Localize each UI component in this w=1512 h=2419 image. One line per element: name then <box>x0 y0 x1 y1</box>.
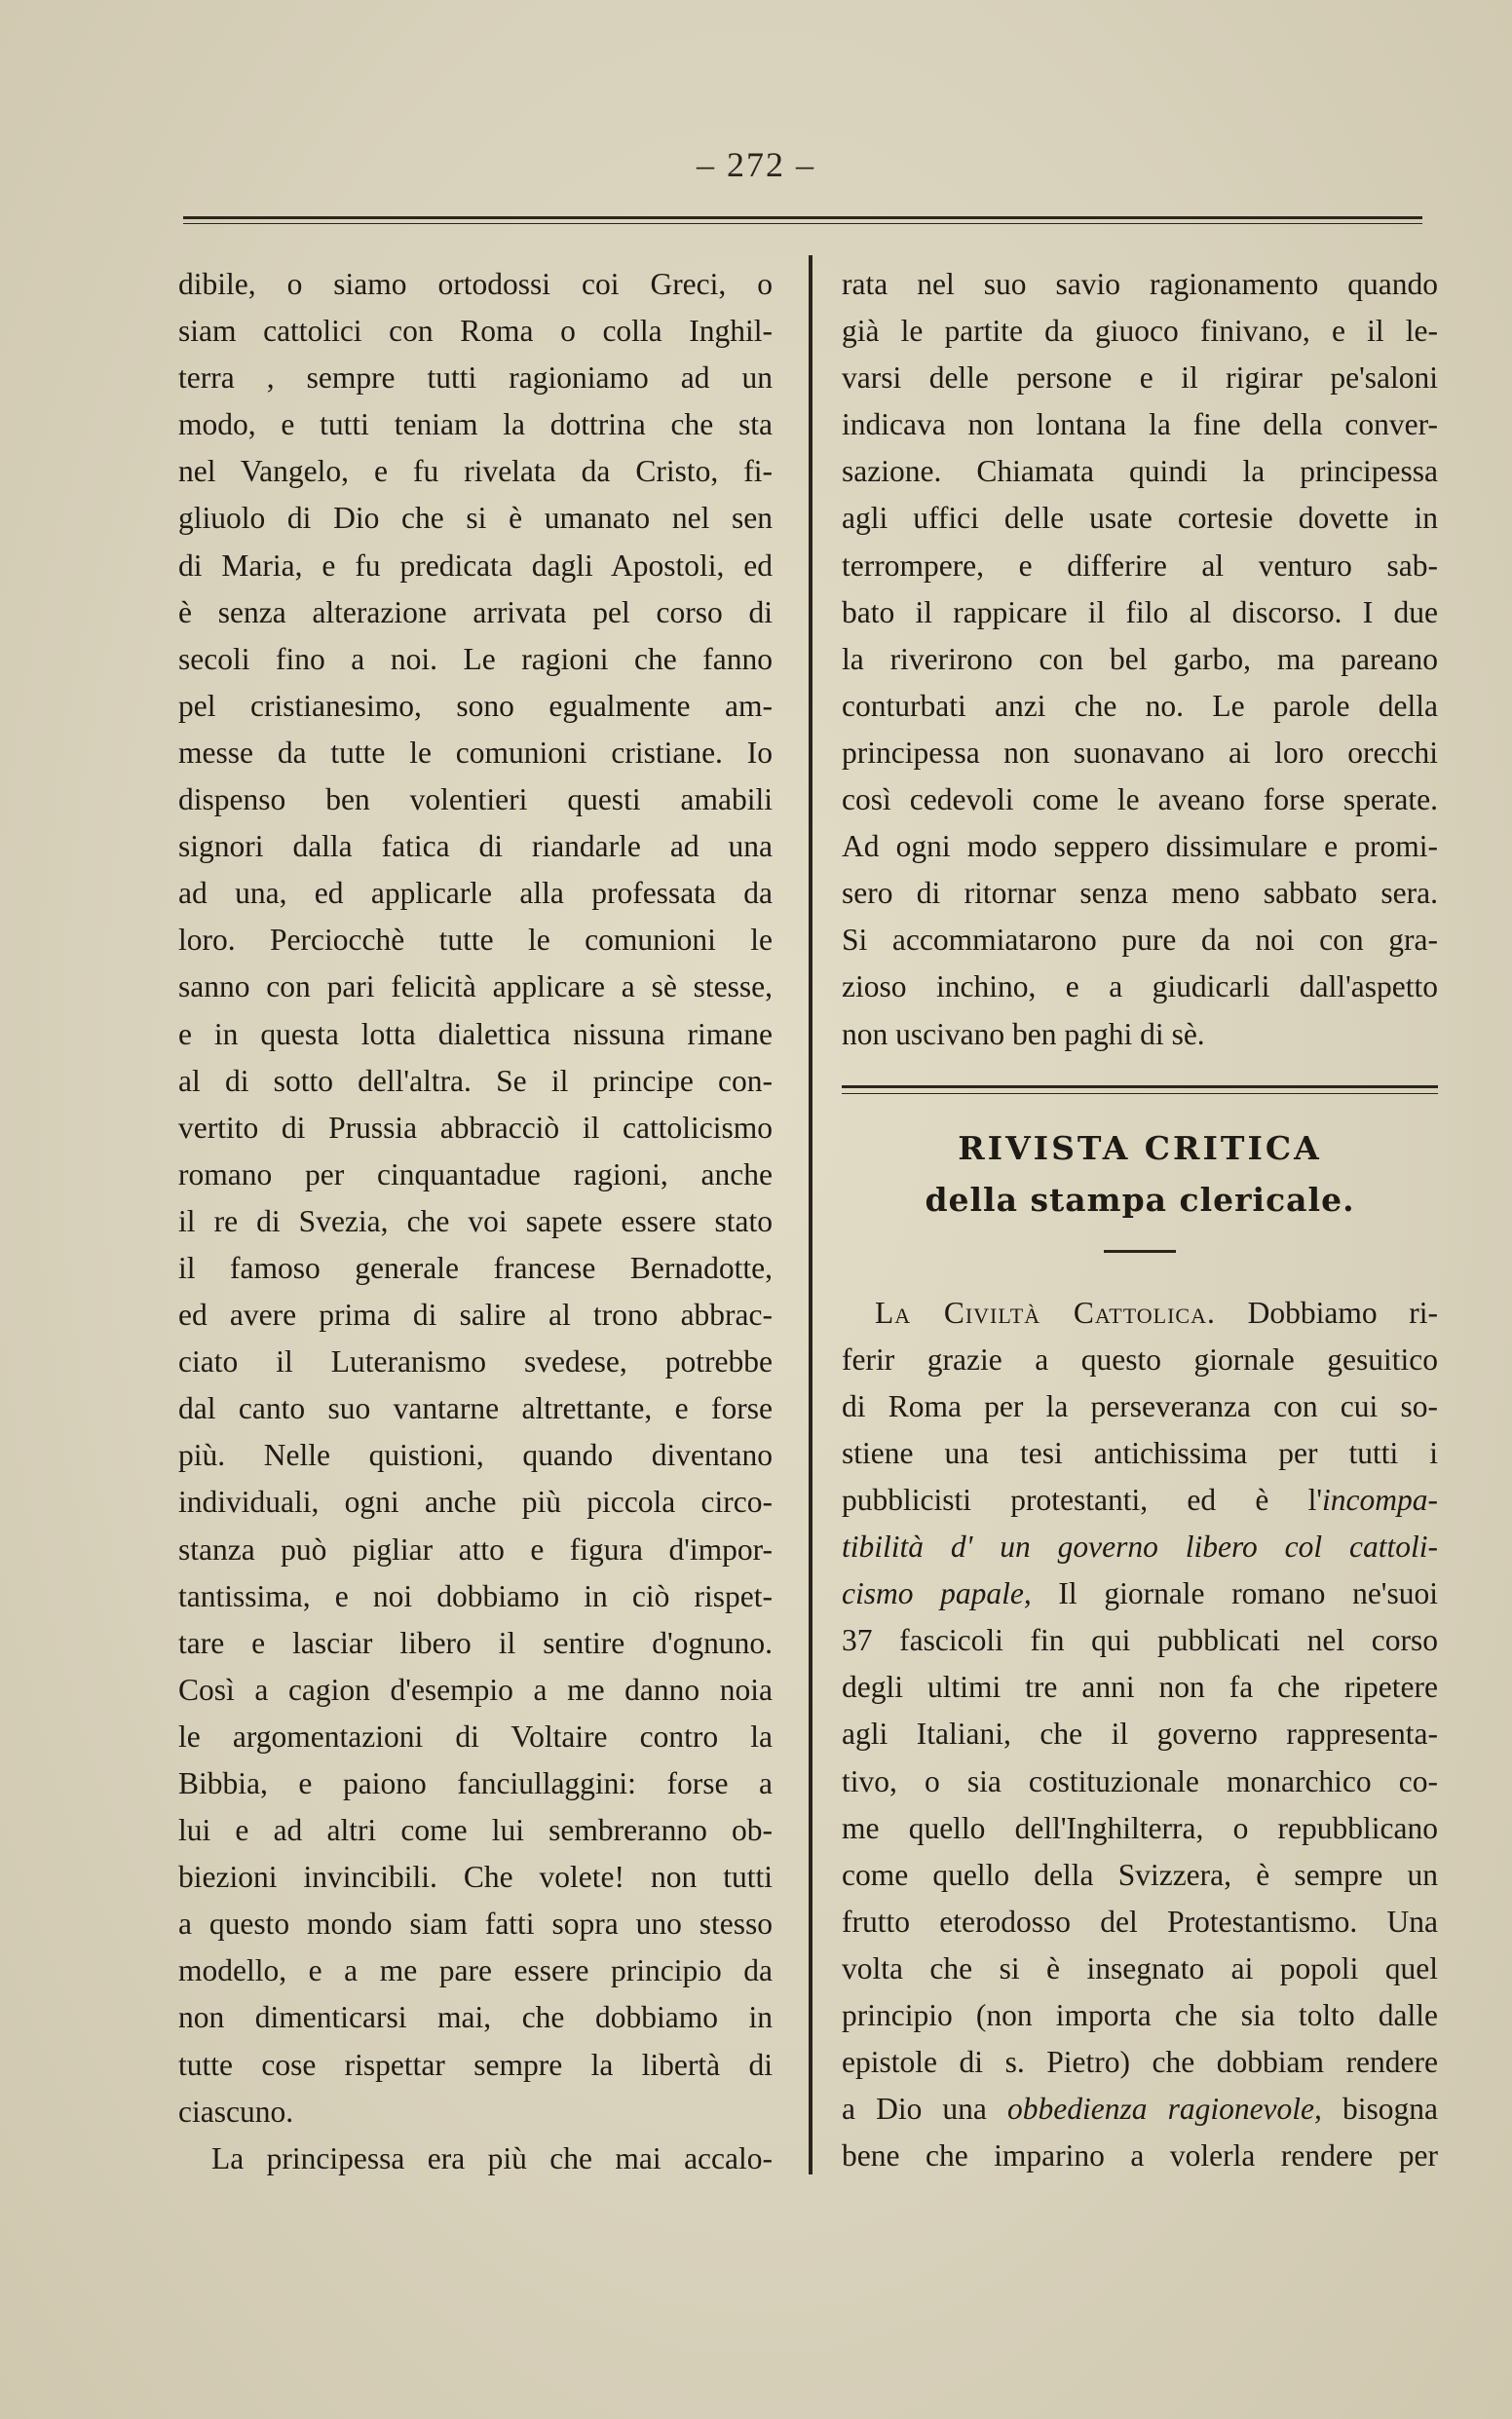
section-title: RIVISTA CRITICA <box>958 1128 1322 1167</box>
line-text: bisogna <box>1321 2092 1438 2127</box>
italic-text: cismo papale, <box>842 1576 1032 1611</box>
text-line: tare e lasciar libero il sentire d'ognuno. <box>178 1625 773 1660</box>
text-line: messe da tutte le comunioni cristiane. Io <box>178 735 773 770</box>
text-line: siam cattolici con Roma o colla Inghil- <box>178 314 773 349</box>
text-line <box>842 1383 1438 1430</box>
text-line <box>842 1899 1438 1946</box>
short-rule <box>1104 1250 1176 1253</box>
section-first-line-text: Dobbiamo ri- <box>1247 1295 1438 1330</box>
text-line: Così a cagion d'esempio a me danno noia <box>178 1672 773 1707</box>
right-column-text <box>842 261 1438 1058</box>
text-line: stanza può pigliar atto e figura d'impor- <box>178 1531 773 1567</box>
text-line: vertito di Prussia abbracciò il cattolicismo <box>178 1110 773 1145</box>
text-line: la riverirono con bel garbo, ma pareano <box>842 641 1438 676</box>
line-text: 37 fascicoli fin qui pubblicati nel corso <box>842 1623 1438 1658</box>
section-rule <box>842 1085 1438 1094</box>
text-line: e in questa lotta dialettica nissuna rimane <box>178 1016 773 1051</box>
text-line: il famoso generale francese Bernadotte, <box>178 1250 773 1285</box>
section-lead: La Civiltà Cattolica. <box>875 1295 1216 1330</box>
line-text: degli ultimi tre anni non fa che ripetere <box>842 1670 1438 1705</box>
line-text: volta che si è insegnato ai popoli quel <box>842 1950 1438 1985</box>
text-line <box>842 1337 1438 1383</box>
section-body <box>842 1290 1438 2180</box>
text-line <box>842 1664 1438 1711</box>
text-line: gliuolo di Dio che si è umanato nel sen <box>178 501 773 536</box>
line-text: stiene una tesi antichissima per tutti i <box>842 1435 1438 1470</box>
text-line: rata nel suo savio ragionamento quando <box>842 267 1438 301</box>
line-text: epistole di s. Pietro) che dobbiam rendere <box>842 2045 1438 2080</box>
text-line: principessa non suonavano ai loro orecchi <box>842 735 1438 770</box>
text-line: bato il rappicare il filo al discorso. I due <box>842 594 1438 629</box>
text-line: è senza alterazione arrivata pel corso di <box>178 594 773 629</box>
text-line: ed avere prima di salire al trono abbrac- <box>178 1298 773 1333</box>
text-line: nel Vangelo, e fu rivelata da Cristo, fi- <box>178 454 773 489</box>
text-line <box>842 1524 1438 1570</box>
text-line: secoli fino a noi. Le ragioni che fanno <box>178 641 773 676</box>
text-line: conturbati anzi che no. Le parole della <box>842 688 1438 723</box>
line-text: a Dio una <box>842 2092 1007 2127</box>
page-number: – 272 – <box>697 145 815 184</box>
text-line: terrompere, e differire al venturo sab- <box>842 548 1438 583</box>
line-text: agli Italiani, che il governo rappresenta- <box>842 1717 1438 1752</box>
text-line: sanno con pari felicità applicare a sè stesse, <box>178 969 773 1004</box>
text-line <box>842 1711 1438 1758</box>
text-line: ciato il Luteranismo svedese, potrebbe <box>178 1344 773 1380</box>
line-text: Il giornale romano ne'suoi <box>1031 1576 1438 1611</box>
text-line <box>842 1617 1438 1664</box>
text-line: sazione. Chiamata quindi la principessa <box>842 454 1438 489</box>
text-line <box>842 1805 1438 1852</box>
text-line: terra , sempre tutti ragioniamo ad un <box>178 360 773 396</box>
text-line <box>842 1570 1438 1617</box>
text-line: romano per cinquantadue ragioni, anche <box>178 1156 773 1191</box>
text-line: lui e ad altri come lui sembreranno ob- <box>178 1813 773 1848</box>
line-text: me quello dell'Inghilterra, o repubblicano <box>842 1810 1438 1845</box>
text-line: tantissima, e noi dobbiamo in ciò rispet- <box>178 1578 773 1613</box>
text-line: varsi delle persone e il rigirar pe'saloni <box>842 360 1438 396</box>
text-line: individuali, ogni anche più piccola circo- <box>178 1485 773 1520</box>
text-line: sero di ritornar senza meno sabbato sera. <box>842 876 1438 911</box>
text-line: zioso inchino, e a giudicarli dall'aspetto <box>842 969 1438 1004</box>
text-line: al di sotto dell'altra. Se il principe con- <box>178 1063 773 1098</box>
text-line <box>842 1946 1438 1992</box>
text-line: modo, e tutti teniam la dottrina che sta <box>178 407 773 442</box>
text-line: più. Nelle quistioni, quando diventano <box>178 1438 773 1473</box>
text-line <box>842 1430 1438 1477</box>
italic-text: incompa- <box>1322 1482 1438 1517</box>
text-line: signori dalla fatica di riandarle ad una <box>178 829 773 864</box>
italic-text: tibilità d' un governo libero col cattoli- <box>842 1530 1438 1565</box>
line-text: ferir grazie a questo giornale gesuitico <box>842 1342 1438 1377</box>
text-line: loro. Perciocchè tutte le comunioni le <box>178 923 773 958</box>
text-line: pel cristianesimo, sono egualmente am- <box>178 688 773 723</box>
text-line: dibile, o siamo ortodossi coi Greci, o <box>178 267 773 301</box>
text-line: ciascuno. <box>178 2094 294 2129</box>
text-line: La principessa era più che mai accalo- <box>211 2140 773 2175</box>
header-rule <box>183 216 1422 224</box>
line-text: di Roma per la perseveranza con cui so- <box>842 1388 1438 1423</box>
text-line: tutte cose rispettar sempre la libertà di <box>178 2047 773 2082</box>
line-text: bene che imparino a volerla rendere per <box>842 2138 1438 2173</box>
text-line: non dimenticarsi mai, che dobbiamo in <box>178 2000 773 2035</box>
text-line: le argomentazioni di Voltaire contro la <box>178 1719 773 1754</box>
text-line <box>842 2086 1438 2133</box>
text-line <box>842 2133 1438 2179</box>
column-divider <box>809 255 813 2174</box>
text-line <box>842 2039 1438 2086</box>
section-subtitle: della stampa clericale. <box>925 1180 1355 1219</box>
text-line: dispenso ben volentieri questi amabili <box>178 782 773 817</box>
text-line: non uscivano ben paghi di sè. <box>842 1016 1205 1051</box>
text-line: già le partite da giuoco finivano, e il le- <box>842 314 1438 349</box>
line-text: tivo, o sia costituzionale monarchico co- <box>842 1763 1438 1798</box>
text-line: così cedevoli come le aveano forse sperate. <box>842 782 1438 817</box>
left-column <box>178 261 773 2182</box>
text-line: Ad ogni modo seppero dissimulare e promi- <box>842 829 1438 864</box>
text-line: dal canto suo vantarne altrettante, e forse <box>178 1391 773 1426</box>
text-line: il re di Svezia, che voi sapete essere stato <box>178 1203 773 1238</box>
line-text: pubblicisti protestanti, ed è l' <box>842 1482 1323 1517</box>
right-column <box>842 261 1438 2179</box>
line-text: frutto eterodosso del Protestantismo. Una <box>842 1904 1438 1939</box>
text-line: agli uffici delle usate cortesie dovette in <box>842 501 1438 536</box>
text-line <box>842 1758 1438 1805</box>
text-line <box>842 1477 1438 1524</box>
text-line: indicava non lontana la fine della conver- <box>842 407 1438 442</box>
text-line: Si accommiatarono pure da noi con gra- <box>842 923 1438 958</box>
text-line <box>842 1852 1438 1899</box>
text-line: biezioni invincibili. Che volete! non tutti <box>178 1860 773 1895</box>
line-text: come quello della Svizzera, è sempre un <box>842 1857 1438 1892</box>
italic-text: obbedienza ragionevole, <box>1007 2092 1322 2127</box>
text-line: modello, e a me pare essere principio da <box>178 1953 773 1988</box>
text-line: ad una, ed applicarle alla professata da <box>178 876 773 911</box>
line-text: principio (non importa che sia tolto dalle <box>842 1998 1438 2032</box>
text-line: a questo mondo siam fatti sopra uno stesso <box>178 1907 773 1942</box>
text-line <box>842 1992 1438 2039</box>
section-first-line <box>842 1290 1438 1337</box>
text-line: di Maria, e fu predicata dagli Apostoli, ed <box>178 548 773 583</box>
text-line: Bibbia, e paiono fanciullaggini: forse a <box>178 1766 773 1800</box>
